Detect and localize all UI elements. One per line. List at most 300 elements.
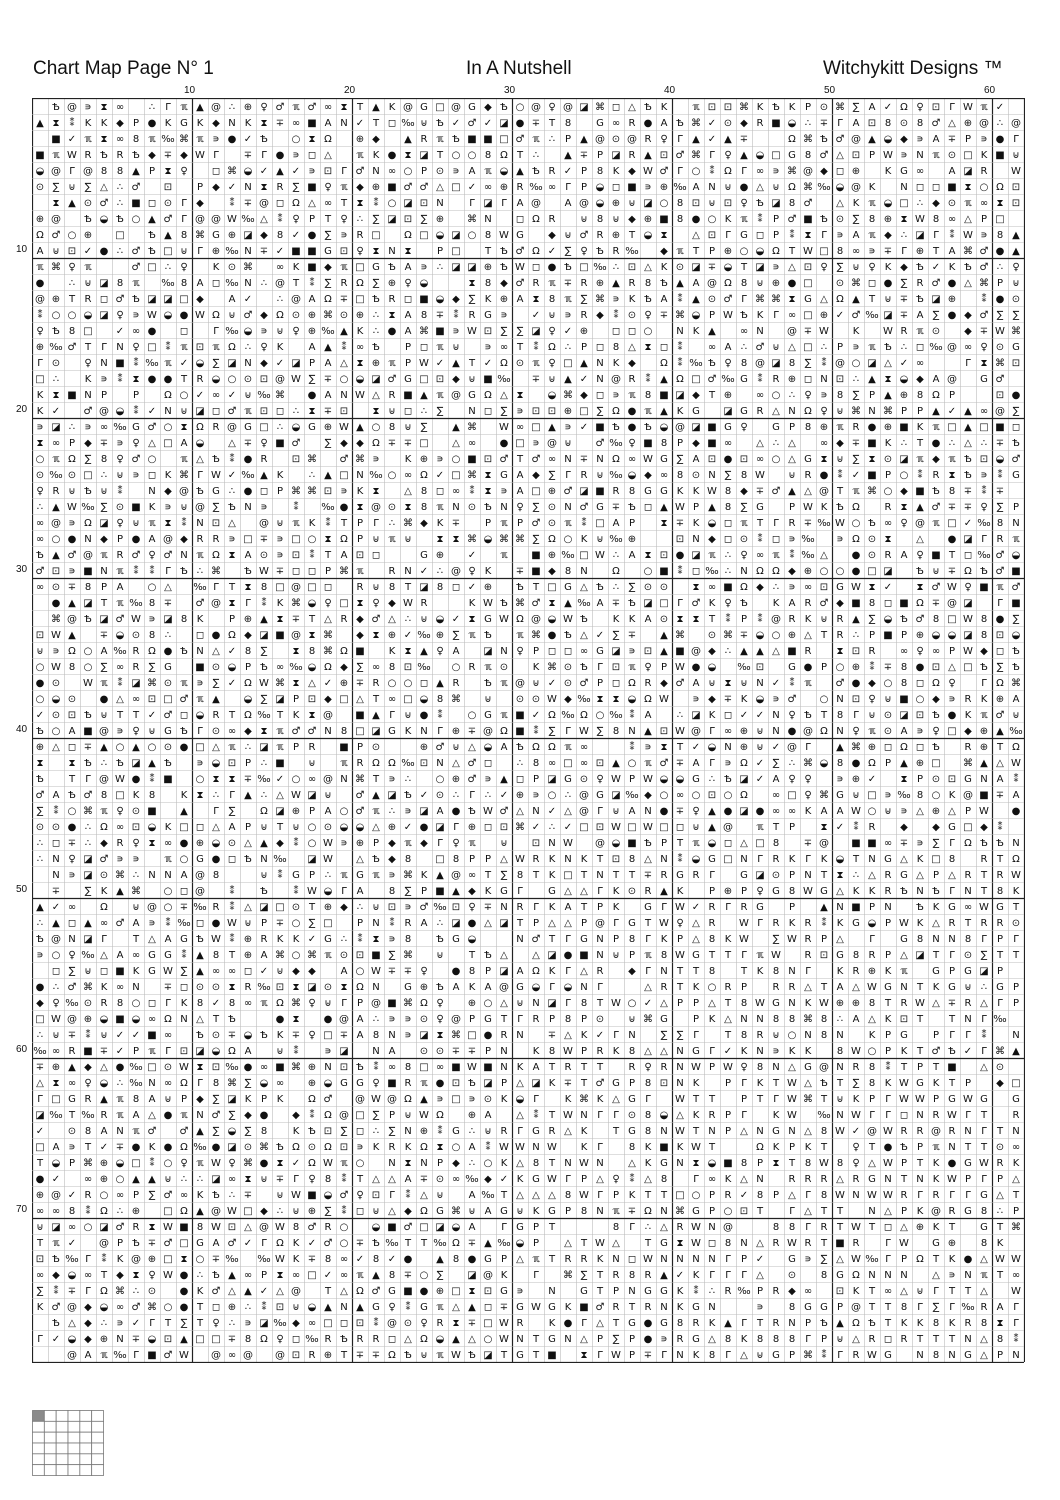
grid-symbol: ◆ <box>180 534 188 545</box>
grid-symbol: ∍ <box>516 1286 524 1297</box>
grid-symbol: △ <box>404 1334 412 1345</box>
grid-symbol: N <box>1012 1126 1020 1137</box>
grid-symbol: ◆ <box>692 390 700 401</box>
grid-symbol: ⊡ <box>1011 198 1021 209</box>
minimap-cell <box>68 1421 80 1432</box>
grid-symbol: ⊎ <box>612 950 620 961</box>
grid-symbol: ◆ <box>836 598 844 609</box>
grid-symbol: ∑ <box>740 502 748 513</box>
grid-symbol: Ω <box>68 454 76 465</box>
grid-symbol: 8 <box>676 470 684 481</box>
grid-symbol: P <box>116 1238 124 1249</box>
grid-symbol: ∑ <box>100 502 108 513</box>
grid-symbol: ⊕ <box>867 966 877 977</box>
grid-symbol: Ѣ <box>436 982 444 993</box>
grid-symbol: Ѣ <box>228 502 236 513</box>
grid-symbol: ◪ <box>419 582 429 593</box>
grid-symbol: ■ <box>131 198 141 209</box>
grid-symbol: ∞ <box>147 1014 157 1025</box>
grid-symbol: Γ <box>725 1270 731 1281</box>
grid-symbol: Γ <box>949 102 955 113</box>
grid-symbol: ♀ <box>724 598 732 609</box>
grid-symbol: ∓ <box>467 1046 477 1057</box>
grid-symbol: A <box>196 278 204 289</box>
grid-symbol: K <box>692 486 700 497</box>
grid-symbol: Ѣ <box>740 310 748 321</box>
grid-symbol: G <box>788 150 796 161</box>
grid-symbol: ♀ <box>340 214 348 225</box>
grid-symbol: Γ <box>805 1334 811 1345</box>
grid-symbol: ⧗ <box>468 1286 476 1297</box>
grid-symbol: △ <box>804 1206 812 1217</box>
grid-symbol: ⊙ <box>211 662 221 673</box>
grid-symbol: ⊎ <box>36 1222 44 1233</box>
grid-symbol: ⁑ <box>469 486 475 497</box>
grid-symbol: ◻ <box>723 710 733 721</box>
grid-symbol: T <box>788 246 796 257</box>
grid-symbol: △ <box>996 758 1004 769</box>
grid-symbol: ◪ <box>499 966 509 977</box>
grid-symbol: ◒ <box>595 182 605 193</box>
grid-symbol: Ω <box>212 310 220 321</box>
grid-symbol: ⊙ <box>99 870 109 881</box>
grid-symbol: ⌘ <box>995 1046 1005 1057</box>
grid-symbol: Γ <box>741 1270 747 1281</box>
grid-symbol: ∑ <box>804 358 812 369</box>
grid-symbol: ◆ <box>292 966 300 977</box>
grid-symbol: ∴ <box>164 262 172 273</box>
grid-symbol: ‰ <box>417 662 431 673</box>
grid-symbol: P <box>804 102 812 113</box>
grid-symbol: ⊡ <box>995 630 1005 641</box>
grid-symbol: ○ <box>691 1190 701 1201</box>
grid-symbol: P <box>1012 998 1020 1009</box>
grid-symbol: ∴ <box>132 870 140 881</box>
grid-symbol: Γ <box>565 934 571 945</box>
grid-symbol: K <box>596 1254 604 1265</box>
grid-symbol: ◒ <box>819 758 829 769</box>
grid-symbol: ‰ <box>33 1046 47 1057</box>
grid-symbol: ○ <box>867 806 877 817</box>
grid-symbol: ∑ <box>564 246 572 257</box>
grid-symbol: Ω <box>356 1286 364 1297</box>
grid-symbol: Γ <box>965 1030 971 1041</box>
grid-symbol: P <box>180 1094 188 1105</box>
grid-symbol: Ω <box>852 502 860 513</box>
grid-symbol: Γ <box>245 598 251 609</box>
grid-symbol: W <box>851 582 861 593</box>
grid-symbol: ∍ <box>244 1318 252 1329</box>
grid-symbol: N <box>68 934 76 945</box>
grid-symbol: △ <box>836 150 844 161</box>
grid-symbol: ⁑ <box>261 598 267 609</box>
grid-symbol: ♂ <box>131 550 141 561</box>
grid-symbol: □ <box>563 758 573 769</box>
grid-symbol: ∑ <box>548 726 556 737</box>
grid-symbol: G <box>964 1158 972 1169</box>
grid-symbol: ∑ <box>388 1126 396 1137</box>
grid-symbol: R <box>772 374 780 385</box>
grid-symbol: @ <box>963 790 973 801</box>
grid-symbol: ⊎ <box>372 902 380 913</box>
grid-symbol: ⊙ <box>227 262 237 273</box>
grid-symbol: ○ <box>771 454 781 465</box>
grid-symbol: 8 <box>644 278 652 289</box>
grid-symbol: K <box>580 1142 588 1153</box>
grid-symbol: Γ <box>741 1110 747 1121</box>
grid-symbol: ⊕ <box>883 214 893 225</box>
grid-symbol: K <box>900 1318 908 1329</box>
grid-symbol: W <box>131 614 141 625</box>
grid-symbol: ⊎ <box>260 1174 268 1185</box>
grid-symbol: G <box>724 422 732 433</box>
grid-symbol: ∴ <box>564 790 572 801</box>
grid-symbol: G <box>692 950 700 961</box>
grid-symbol: G <box>884 854 892 865</box>
grid-symbol: ◻ <box>387 118 397 129</box>
grid-symbol: G <box>516 1302 524 1313</box>
grid-symbol: ∴ <box>612 262 620 273</box>
grid-symbol: ◒ <box>211 1046 221 1057</box>
grid-symbol: ◻ <box>483 1302 493 1313</box>
grid-symbol: G <box>580 934 588 945</box>
grid-symbol: A <box>356 886 364 897</box>
grid-symbol: ◻ <box>563 646 573 657</box>
grid-symbol: ∍ <box>980 230 988 241</box>
grid-symbol: ◆ <box>900 486 908 497</box>
grid-symbol: △ <box>836 934 844 945</box>
grid-symbol: □ <box>355 294 365 305</box>
grid-symbol: W <box>867 982 877 993</box>
grid-symbol: ∍ <box>612 390 620 401</box>
grid-symbol: ⊕ <box>483 262 493 273</box>
grid-symbol: R <box>548 1126 556 1137</box>
grid-symbol: 8 <box>868 1078 876 1089</box>
grid-symbol: ◪ <box>531 1078 541 1089</box>
grid-symbol: ∞ <box>211 966 221 977</box>
grid-symbol: Ѣ <box>628 598 636 609</box>
grid-symbol: W <box>675 726 685 737</box>
grid-symbol: △ <box>100 1062 108 1073</box>
grid-symbol: ♀ <box>468 902 476 913</box>
grid-symbol: ℼ <box>356 150 364 161</box>
grid-symbol: ∍ <box>852 342 860 353</box>
grid-symbol: Ѣ <box>84 710 92 721</box>
grid-symbol: ∑ <box>500 870 508 881</box>
grid-symbol: ♂ <box>979 262 989 273</box>
grid-symbol: ▲ <box>132 1174 140 1185</box>
grid-symbol: ⊎ <box>772 342 780 353</box>
grid-symbol: ◒ <box>99 1014 109 1025</box>
grid-symbol: ♂ <box>147 422 157 433</box>
grid-symbol: ◆ <box>388 854 396 865</box>
grid-symbol: ⊡ <box>995 390 1005 401</box>
grid-symbol: ℼ <box>564 294 572 305</box>
grid-symbol: ∓ <box>179 902 189 913</box>
grid-symbol: ⊡ <box>355 950 365 961</box>
grid-symbol: ◪ <box>467 262 477 273</box>
grid-symbol: 8 <box>932 614 940 625</box>
grid-symbol: ⁑ <box>309 278 315 289</box>
grid-symbol: △ <box>852 1334 860 1345</box>
grid-symbol: T <box>68 1110 76 1121</box>
grid-symbol: ⊡ <box>403 214 413 225</box>
grid-symbol: W <box>611 774 621 785</box>
grid-symbol: ⊎ <box>276 326 284 337</box>
grid-symbol: ⊡ <box>483 1286 493 1297</box>
grid-symbol: ◪ <box>51 1222 61 1233</box>
grid-symbol: ⊙ <box>35 182 45 193</box>
grid-symbol: ✓ <box>851 470 861 481</box>
grid-symbol: @ <box>83 166 93 177</box>
grid-symbol: ▲ <box>244 1286 252 1297</box>
grid-symbol: N <box>564 1158 572 1169</box>
grid-symbol: T <box>580 1238 588 1249</box>
grid-symbol: □ <box>339 694 349 705</box>
grid-symbol: ⌘ <box>323 310 333 321</box>
grid-symbol: @ <box>323 774 333 785</box>
grid-symbol: ∓ <box>579 150 589 161</box>
grid-symbol: ◪ <box>691 550 701 561</box>
grid-symbol: ∑ <box>852 214 860 225</box>
grid-symbol: △ <box>580 886 588 897</box>
grid-symbol: A <box>948 166 956 177</box>
grid-symbol: ⊡ <box>755 662 765 673</box>
grid-symbol: K <box>868 182 876 193</box>
grid-symbol: ⧗ <box>868 454 876 465</box>
grid-symbol: Ω <box>100 902 108 913</box>
grid-symbol: ✓ <box>883 102 893 113</box>
grid-symbol: ■ <box>659 566 669 577</box>
grid-symbol: ◻ <box>419 678 429 689</box>
grid-symbol: ⊕ <box>131 1206 141 1217</box>
grid-symbol: T <box>836 486 844 497</box>
minimap-cell <box>92 1411 104 1422</box>
grid-symbol: ■ <box>483 1062 493 1073</box>
grid-symbol: ⧗ <box>372 630 380 641</box>
grid-symbol: ‰ <box>737 1286 751 1297</box>
grid-symbol: ∍ <box>836 774 844 785</box>
grid-symbol: ◒ <box>899 374 909 385</box>
grid-symbol: △ <box>68 1318 76 1329</box>
grid-symbol: ⊎ <box>932 566 940 577</box>
grid-symbol: W <box>787 1094 797 1105</box>
grid-symbol: A <box>820 806 828 817</box>
grid-symbol: ○ <box>547 790 557 801</box>
grid-symbol: ∞ <box>227 966 237 977</box>
grid-symbol: ⊡ <box>707 102 717 113</box>
grid-symbol: ○ <box>723 790 733 801</box>
grid-symbol: Ѣ <box>372 342 380 353</box>
grid-symbol: W <box>275 1222 285 1233</box>
grid-symbol: ▲ <box>132 742 140 753</box>
grid-symbol: ✓ <box>131 1030 141 1041</box>
grid-symbol: □ <box>147 342 157 353</box>
grid-symbol: ⌘ <box>211 566 221 577</box>
grid-symbol: ● <box>403 1254 413 1265</box>
grid-symbol: ⌘ <box>291 598 301 609</box>
grid-symbol: ∑ <box>676 1030 684 1041</box>
grid-symbol: ∞ <box>739 326 749 337</box>
grid-symbol: ‰ <box>401 118 415 129</box>
grid-symbol: ◪ <box>99 278 109 289</box>
grid-symbol: R <box>996 534 1004 545</box>
grid-symbol: G <box>772 998 780 1009</box>
grid-symbol: ▲ <box>356 1302 364 1313</box>
grid-symbol: Ѣ <box>116 214 124 225</box>
grid-symbol: ■ <box>307 1190 317 1201</box>
grid-symbol: ∴ <box>852 870 860 881</box>
grid-symbol: K <box>628 614 636 625</box>
grid-symbol: ◪ <box>259 630 269 641</box>
grid-symbol: N <box>260 854 268 865</box>
grid-symbol: ∍ <box>900 806 908 817</box>
grid-symbol: 8 <box>740 358 748 369</box>
grid-symbol: ∑ <box>932 838 940 849</box>
grid-symbol: K <box>180 998 188 1009</box>
grid-symbol: ▲ <box>52 918 60 929</box>
grid-symbol: Γ <box>565 998 571 1009</box>
grid-symbol: ‰ <box>817 518 831 529</box>
grid-symbol: T <box>660 1190 668 1201</box>
grid-symbol: R <box>548 166 556 177</box>
grid-symbol: Ѣ <box>500 262 508 273</box>
grid-symbol: ⊎ <box>452 742 460 753</box>
grid-symbol: K <box>692 518 700 529</box>
grid-symbol: ✓ <box>723 1046 733 1057</box>
grid-symbol: ⧗ <box>900 214 908 225</box>
grid-symbol: ▲ <box>884 390 892 401</box>
grid-symbol: ⊙ <box>963 950 973 961</box>
grid-symbol: ⧗ <box>356 502 364 513</box>
grid-symbol: ⌘ <box>323 630 333 641</box>
grid-symbol: N <box>772 726 780 737</box>
grid-symbol: ● <box>35 1174 45 1185</box>
grid-symbol: K <box>884 966 892 977</box>
grid-symbol: Γ <box>597 806 603 817</box>
grid-symbol: ∞ <box>451 1174 461 1185</box>
grid-symbol: K <box>692 982 700 993</box>
grid-symbol: T <box>356 102 364 113</box>
grid-symbol: □ <box>83 470 93 481</box>
grid-symbol: ∞ <box>771 790 781 801</box>
grid-symbol: ⊕ <box>563 406 573 417</box>
grid-symbol: P <box>932 870 940 881</box>
grid-symbol: P <box>356 518 364 529</box>
grid-symbol: ∞ <box>659 470 669 481</box>
grid-symbol: ⧗ <box>580 1350 588 1361</box>
grid-symbol: Γ <box>709 758 715 769</box>
grid-symbol: N <box>676 1046 684 1057</box>
column-number: 20 <box>344 85 356 96</box>
grid-symbol: T <box>836 1078 844 1089</box>
grid-symbol: P <box>916 1062 924 1073</box>
grid-symbol: ○ <box>163 422 173 433</box>
grid-symbol: ℼ <box>436 1350 444 1361</box>
grid-symbol: W <box>291 1190 301 1201</box>
grid-symbol: T <box>340 198 348 209</box>
grid-symbol: A <box>308 342 316 353</box>
grid-symbol: ◻ <box>179 886 189 897</box>
grid-symbol: R <box>996 918 1004 929</box>
grid-symbol: ◪ <box>307 982 317 993</box>
grid-symbol: N <box>116 342 124 353</box>
grid-symbol: Ѣ <box>148 230 156 241</box>
grid-symbol: ◆ <box>564 694 572 705</box>
grid-symbol: ⊡ <box>211 1062 221 1073</box>
grid-symbol: N <box>244 246 252 257</box>
grid-symbol: □ <box>163 438 173 449</box>
grid-symbol: W <box>947 1174 957 1185</box>
grid-symbol: ⊎ <box>164 1174 172 1185</box>
grid-symbol: Γ <box>725 230 731 241</box>
grid-symbol: ♂ <box>131 454 141 465</box>
row-number: 50 <box>16 884 28 895</box>
grid-symbol: ● <box>995 134 1005 145</box>
grid-symbol: R <box>564 1062 572 1073</box>
grid-symbol: N <box>228 118 236 129</box>
grid-symbol: R <box>916 278 924 289</box>
grid-symbol: Ѣ <box>244 566 252 577</box>
grid-symbol: ◒ <box>707 838 717 849</box>
grid-symbol: ‰ <box>49 470 63 481</box>
grid-symbol: ⊙ <box>115 502 125 513</box>
grid-symbol: ♀ <box>548 326 556 337</box>
grid-symbol: ∍ <box>372 454 380 465</box>
grid-symbol: ◒ <box>755 630 765 641</box>
grid-symbol: ⌘ <box>339 566 349 577</box>
grid-symbol: ○ <box>627 998 637 1009</box>
grid-symbol: N <box>772 710 780 721</box>
grid-symbol: ∍ <box>404 902 412 913</box>
grid-symbol: G <box>628 1126 636 1137</box>
grid-symbol: ⊙ <box>611 134 621 145</box>
grid-symbol: N <box>100 566 108 577</box>
grid-symbol: ♂ <box>595 438 605 449</box>
grid-symbol: ⌘ <box>291 1062 301 1073</box>
grid-symbol: ∓ <box>99 630 109 641</box>
grid-symbol: ⊕ <box>35 1190 45 1201</box>
grid-symbol: ● <box>243 486 253 497</box>
grid-symbol: ⁑ <box>261 1302 267 1313</box>
grid-symbol: ⧗ <box>388 310 396 321</box>
grid-symbol: G <box>340 1078 348 1089</box>
grid-symbol: @ <box>83 550 93 561</box>
grid-symbol: ◻ <box>355 1206 365 1217</box>
grid-symbol: ⊎ <box>420 118 428 129</box>
grid-symbol: P <box>884 470 892 481</box>
grid-symbol: R <box>724 1286 732 1297</box>
grid-symbol: ♀ <box>1012 262 1020 273</box>
grid-symbol: Ѣ <box>500 246 508 257</box>
grid-symbol: Γ <box>197 1078 203 1089</box>
grid-symbol: 8 <box>948 486 956 497</box>
grid-symbol: W <box>723 310 733 321</box>
grid-symbol: T <box>996 742 1004 753</box>
grid-symbol: G <box>900 870 908 881</box>
grid-symbol: T <box>708 1094 716 1105</box>
grid-symbol: ∑ <box>852 454 860 465</box>
grid-symbol: P <box>484 966 492 977</box>
grid-symbol: A <box>468 1222 476 1233</box>
grid-symbol: ◒ <box>67 1270 77 1281</box>
symbol-grid-svg <box>32 98 1025 1363</box>
grid-symbol: A <box>484 1110 492 1121</box>
grid-symbol: G <box>772 1350 780 1361</box>
grid-symbol: N <box>372 166 380 177</box>
grid-symbol: R <box>868 950 876 961</box>
grid-symbol: ⧗ <box>260 182 268 193</box>
